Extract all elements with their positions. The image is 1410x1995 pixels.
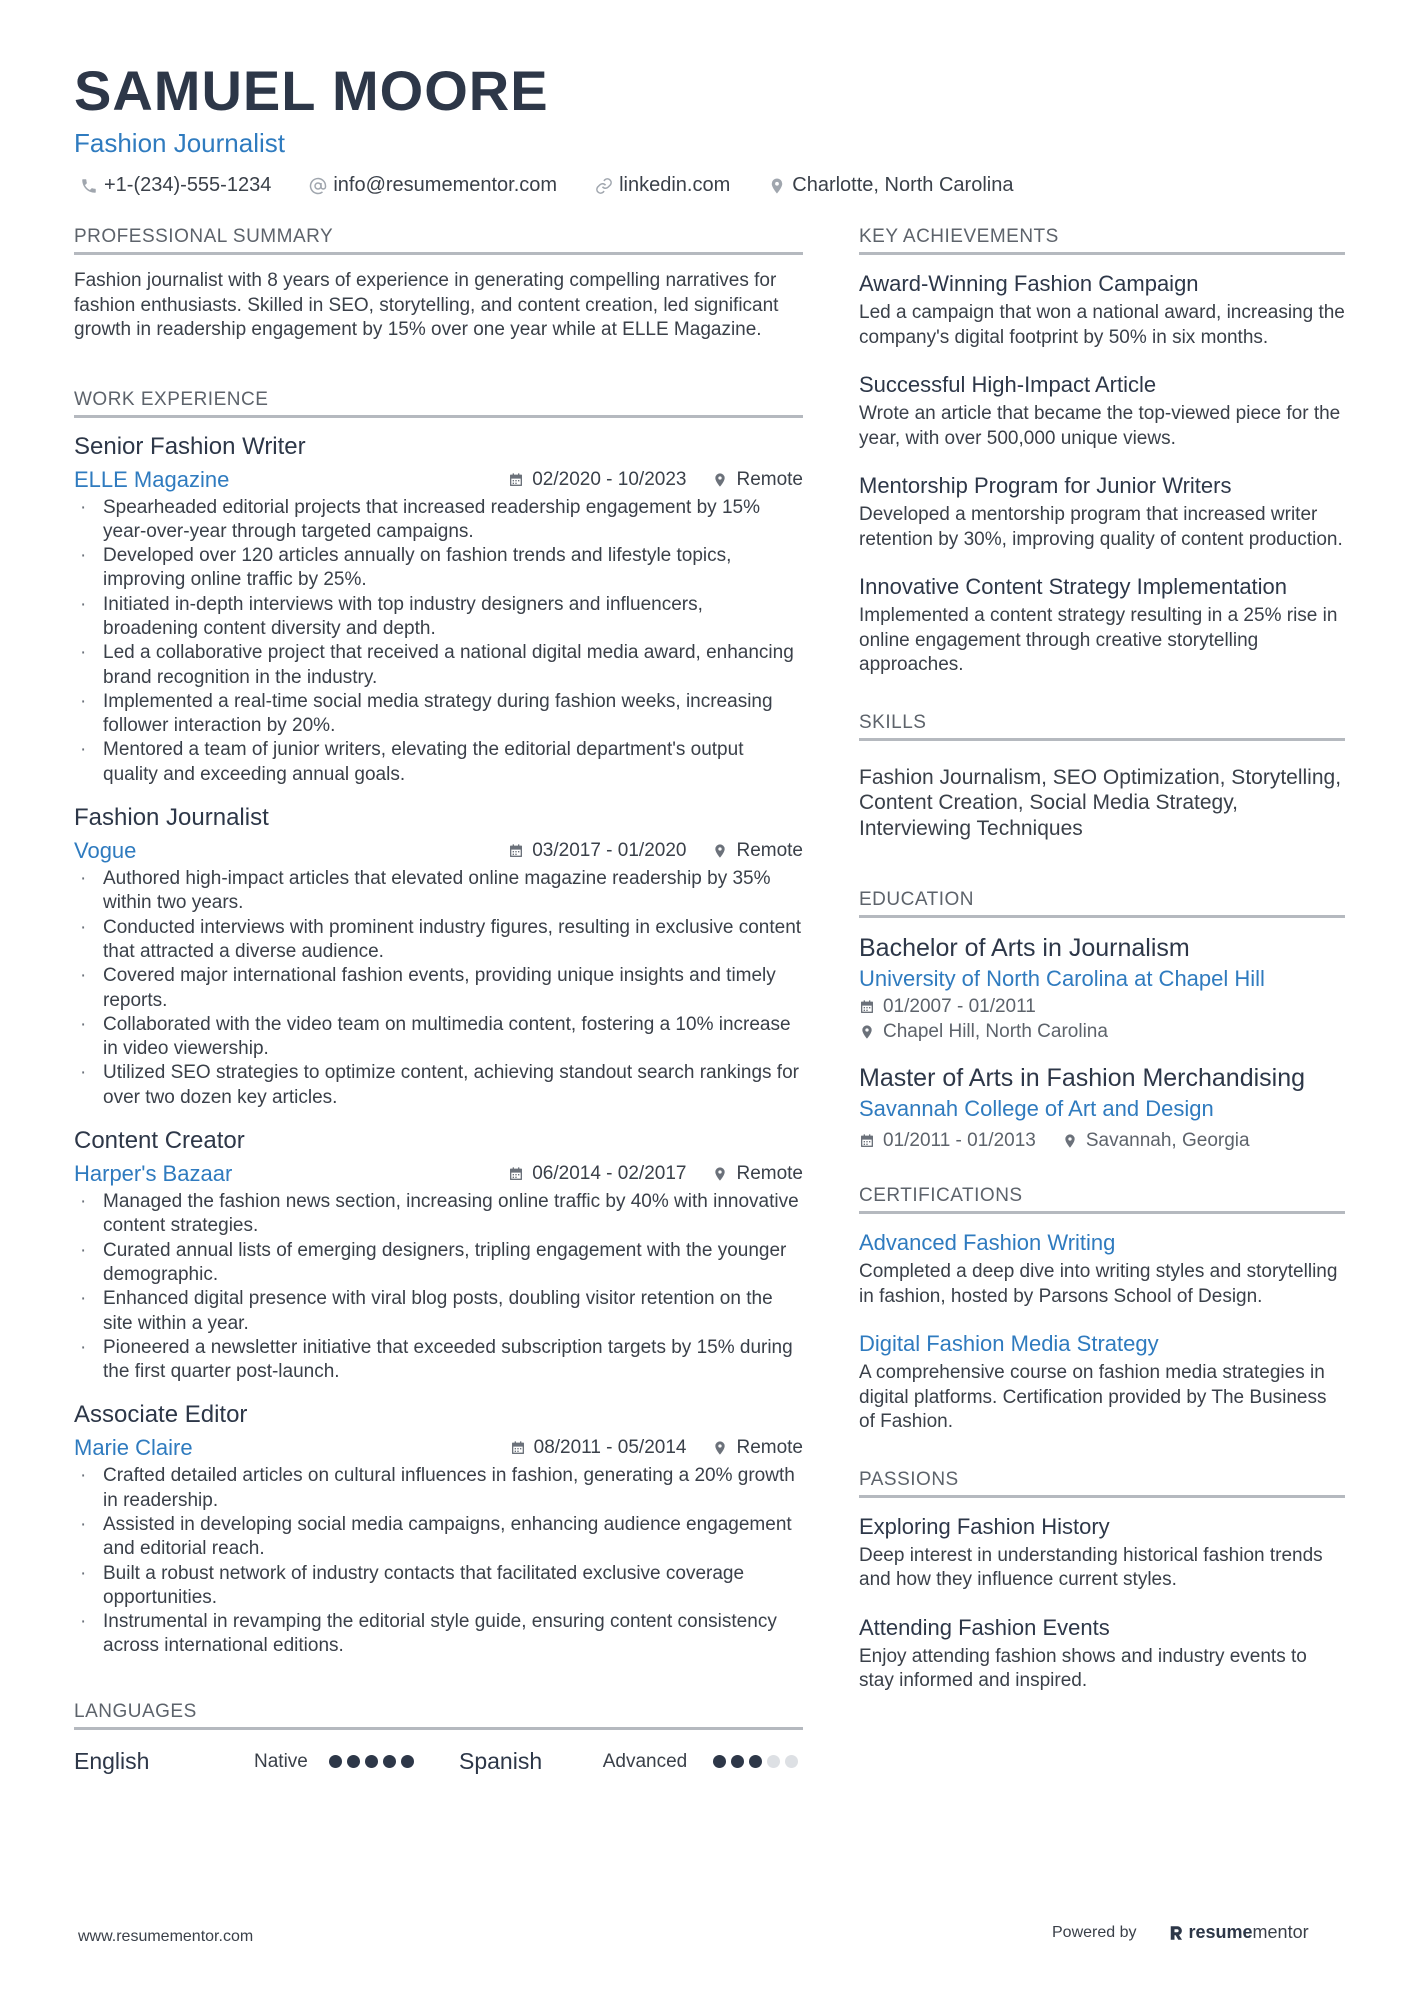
calendar-icon bbox=[508, 843, 524, 859]
job-location-text: Remote bbox=[736, 840, 803, 862]
job-bullets bbox=[74, 1464, 803, 1658]
contact-row bbox=[74, 174, 1344, 197]
phone-text: +1-(234)-555-1234 bbox=[104, 174, 272, 196]
job-dates-text: 06/2014 - 02/2017 bbox=[532, 1163, 687, 1185]
job-location bbox=[712, 1437, 803, 1459]
achievement-item bbox=[859, 269, 1345, 350]
bullet-item: · Developed over 120 articles annually on fashion trends and lifestyle topics, improving online traffic by 25%. bbox=[74, 544, 803, 593]
company-name: Marie Claire bbox=[74, 1435, 193, 1461]
job-dates bbox=[508, 840, 686, 862]
bullet-item: · Led a collaborative project that received a national digital media award, enhancing brand recognition in the industry. bbox=[74, 641, 803, 690]
job-entry bbox=[74, 432, 803, 788]
proficiency-dot bbox=[401, 1755, 414, 1768]
job-subheader bbox=[74, 465, 803, 495]
education-item bbox=[859, 932, 1345, 1044]
job-entry bbox=[74, 1400, 803, 1658]
passion-item bbox=[859, 1613, 1345, 1694]
experience-section bbox=[74, 387, 803, 1659]
job-subheader bbox=[74, 1433, 803, 1463]
location-pin-icon bbox=[1062, 1133, 1078, 1149]
section-title: SKILLS bbox=[859, 710, 1345, 741]
job-dates-text: 08/2011 - 05/2014 bbox=[533, 1437, 687, 1459]
job-bullets bbox=[74, 1190, 803, 1384]
passion-title: Attending Fashion Events bbox=[859, 1614, 1110, 1640]
job-meta bbox=[482, 840, 803, 862]
achievement-text: Wrote an article that became the top-viewed piece for the year, with over 500,000 unique views. bbox=[859, 403, 1341, 449]
candidate-name: SAMUEL MOORE bbox=[74, 59, 549, 122]
candidate-role: Fashion Journalist bbox=[74, 128, 285, 158]
contact-linkedin[interactable] bbox=[595, 174, 730, 197]
job-location bbox=[712, 840, 803, 862]
proficiency-dot bbox=[749, 1755, 762, 1768]
job-location-text: Remote bbox=[736, 1437, 803, 1459]
brand-bold: resume bbox=[1188, 1922, 1253, 1942]
education-dates bbox=[859, 994, 1345, 1019]
certifications-section bbox=[859, 1183, 1345, 1435]
job-title: Fashion Journalist bbox=[74, 804, 269, 832]
summary-text: Fashion journalist with 8 years of experience in generating compelling narratives for fashion enthusiasts. Skilled in SEO, storytelling, and content creation, led significant growth in readership engagement by 15% over one year while at ELLE Magazine. bbox=[74, 270, 779, 340]
certification-title: Advanced Fashion Writing bbox=[859, 1230, 1116, 1255]
bullet-item: · Mentored a team of junior writers, elevating the editorial department's output quality and exceeding annual goals. bbox=[74, 738, 803, 787]
achievement-title: Innovative Content Strategy Implementation bbox=[859, 574, 1288, 599]
job-dates-text: 02/2020 - 10/2023 bbox=[532, 468, 687, 490]
achievements-section bbox=[859, 224, 1345, 678]
achievement-title: Mentorship Program for Junior Writers bbox=[859, 473, 1232, 498]
proficiency-dot bbox=[347, 1755, 360, 1768]
job-meta bbox=[482, 469, 803, 491]
achievement-text: Led a campaign that won a national award, increasing the company's digital footprint by 50% in six months. bbox=[859, 302, 1345, 348]
bullet-item: · Pioneered a newsletter initiative that exceeded subscription targets by 15% during the first quarter post-launch. bbox=[74, 1336, 803, 1385]
job-location bbox=[712, 1163, 803, 1185]
certification-item bbox=[859, 1329, 1345, 1435]
proficiency-dot bbox=[329, 1755, 342, 1768]
bullet-item: · Covered major international fashion events, providing unique insights and timely reports. bbox=[74, 964, 803, 1013]
proficiency-dots bbox=[713, 1755, 803, 1768]
link-icon bbox=[595, 177, 613, 195]
calendar-icon bbox=[510, 1440, 526, 1456]
location-pin-icon bbox=[712, 843, 728, 859]
bullet-item: · Spearheaded editorial projects that increased readership engagement by 15% year-over-year through targeted campaigns. bbox=[74, 496, 803, 545]
linkedin-text: linkedin.com bbox=[619, 174, 731, 196]
passions-section bbox=[859, 1467, 1345, 1694]
location-text: Charlotte, North Carolina bbox=[792, 174, 1014, 196]
calendar-icon bbox=[859, 999, 875, 1015]
achievement-item bbox=[859, 471, 1345, 552]
passion-text: Enjoy attending fashion shows and industry events to stay informed and inspired. bbox=[859, 1645, 1307, 1691]
job-entry bbox=[74, 803, 803, 1110]
achievement-text: Developed a mentorship program that increased writer retention by 30%, improving quality of content production. bbox=[859, 504, 1343, 550]
language-item bbox=[459, 1748, 803, 1775]
bullet-item: · Utilized SEO strategies to optimize content, achieving standout search rankings for over two dozen key articles. bbox=[74, 1061, 803, 1110]
proficiency-dots bbox=[329, 1755, 419, 1768]
left-column bbox=[74, 224, 803, 1830]
job-bullets bbox=[74, 867, 803, 1110]
bullet-item: · Enhanced digital presence with viral blog posts, doubling visitor retention on the site within a year. bbox=[74, 1287, 803, 1336]
language-level: Native bbox=[254, 1750, 308, 1772]
certification-text: A comprehensive course on fashion media strategies in digital platforms. Certification provided by The Business of Fashion. bbox=[859, 1362, 1327, 1432]
achievement-list bbox=[859, 269, 1345, 678]
calendar-icon bbox=[859, 1133, 875, 1149]
contact-phone bbox=[80, 174, 271, 197]
job-dates bbox=[510, 1437, 687, 1459]
passion-title: Exploring Fashion History bbox=[859, 1513, 1110, 1539]
location-pin-icon bbox=[859, 1024, 875, 1040]
job-location bbox=[712, 469, 803, 491]
contact-location bbox=[768, 174, 1013, 197]
bullet-item: · Conducted interviews with prominent industry figures, resulting in exclusive content that attracted a diverse audience. bbox=[74, 916, 803, 965]
calendar-icon bbox=[508, 1166, 524, 1182]
footer-website[interactable]: www.resumementor.com bbox=[78, 1928, 254, 1945]
section-title: EDUCATION bbox=[859, 887, 1345, 918]
job-location-text: Remote bbox=[736, 468, 803, 490]
powered-by-text: Powered by bbox=[1052, 1923, 1137, 1941]
bullet-item: · Initiated in-depth interviews with top industry designers and influencers, broadening content diversity and depth. bbox=[74, 593, 803, 642]
company-name: Vogue bbox=[74, 838, 137, 864]
company-name: ELLE Magazine bbox=[74, 466, 230, 492]
skills-text: Fashion Journalism, SEO Optimization, Storytelling, Content Creation, Social Media Strategy, Interviewing Techniques bbox=[859, 765, 1342, 840]
degree-title: Master of Arts in Fashion Merchandising bbox=[859, 1064, 1306, 1092]
skills-section bbox=[859, 710, 1345, 842]
certification-title: Digital Fashion Media Strategy bbox=[859, 1331, 1159, 1356]
job-title: Senior Fashion Writer bbox=[74, 432, 306, 460]
job-title: Content Creator bbox=[74, 1127, 245, 1155]
degree-title: Bachelor of Arts in Journalism bbox=[859, 934, 1190, 962]
job-location-text: Remote bbox=[736, 1163, 803, 1185]
job-dates bbox=[508, 469, 686, 491]
proficiency-dot bbox=[767, 1755, 780, 1768]
location-pin-icon bbox=[712, 1440, 728, 1456]
certification-text: Completed a deep dive into writing styles and storytelling in fashion, hosted by Parsons School of Design. bbox=[859, 1261, 1338, 1307]
education-location-text: Savannah, Georgia bbox=[1085, 1130, 1250, 1151]
achievement-text: Implemented a content strategy resulting in a 25% rise in online engagement through creative storytelling approaches. bbox=[859, 605, 1338, 675]
bullet-item: · Managed the fashion news section, increasing online traffic by 40% with innovative content strategies. bbox=[74, 1190, 803, 1239]
proficiency-dot bbox=[383, 1755, 396, 1768]
bullet-item: · Implemented a real-time social media strategy during fashion weeks, increasing follower interaction by 20%. bbox=[74, 690, 803, 739]
section-title: WORK EXPERIENCE bbox=[74, 387, 803, 418]
education-location bbox=[859, 1019, 1345, 1044]
job-subheader bbox=[74, 1159, 803, 1189]
section-title: PASSIONS bbox=[859, 1467, 1345, 1498]
section-title: KEY ACHIEVEMENTS bbox=[859, 224, 1345, 255]
location-pin-icon bbox=[768, 177, 786, 195]
bullet-item: · Built a robust network of industry contacts that facilitated exclusive coverage opportunities. bbox=[74, 1562, 803, 1611]
passion-item bbox=[859, 1512, 1345, 1593]
bullet-item: · Assisted in developing social media campaigns, enhancing audience engagement and editorial reach. bbox=[74, 1513, 803, 1562]
job-meta bbox=[484, 1437, 803, 1459]
job-dates-text: 03/2017 - 01/2020 bbox=[532, 840, 687, 862]
phone-icon bbox=[80, 177, 98, 195]
education-meta bbox=[859, 1128, 1345, 1153]
proficiency-dot bbox=[731, 1755, 744, 1768]
company-name: Harper's Bazaar bbox=[74, 1161, 233, 1187]
achievement-item bbox=[859, 370, 1345, 451]
summary-section bbox=[74, 224, 803, 343]
job-entry bbox=[74, 1126, 803, 1384]
passion-list bbox=[859, 1512, 1345, 1694]
right-column bbox=[859, 224, 1345, 1742]
education-section bbox=[859, 887, 1345, 1153]
language-list bbox=[74, 1742, 803, 1782]
certification-list bbox=[859, 1228, 1345, 1435]
language-name: English bbox=[74, 1748, 150, 1775]
bullet-item: · Instrumental in revamping the editorial style guide, ensuring content consistency across international editions. bbox=[74, 1610, 803, 1659]
job-list bbox=[74, 432, 803, 1659]
job-subheader bbox=[74, 836, 803, 866]
job-bullets bbox=[74, 496, 803, 788]
job-dates bbox=[508, 1163, 686, 1185]
contact-email[interactable] bbox=[309, 174, 557, 197]
location-pin-icon bbox=[712, 472, 728, 488]
language-item bbox=[74, 1748, 459, 1775]
resume-header bbox=[74, 58, 1344, 197]
achievement-title: Award-Winning Fashion Campaign bbox=[859, 271, 1199, 296]
education-dates-text: 01/2011 - 01/2013 bbox=[883, 1130, 1036, 1151]
at-icon bbox=[309, 177, 327, 195]
languages-section bbox=[74, 1699, 803, 1782]
school-name: University of North Carolina at Chapel Hill bbox=[859, 966, 1265, 991]
bullet-item: · Curated annual lists of emerging designers, tripling engagement with the younger demographic. bbox=[74, 1239, 803, 1288]
school-name: Savannah College of Art and Design bbox=[859, 1096, 1214, 1121]
proficiency-dot bbox=[365, 1755, 378, 1768]
education-location-wrap bbox=[1062, 1128, 1250, 1153]
bullet-item: · Authored high-impact articles that elevated online magazine readership by 35% within two years. bbox=[74, 867, 803, 916]
certification-item bbox=[859, 1228, 1345, 1309]
section-title: PROFESSIONAL SUMMARY bbox=[74, 224, 803, 255]
language-name: Spanish bbox=[459, 1748, 543, 1775]
passion-text: Deep interest in understanding historical fashion trends and how they influence current styles. bbox=[859, 1544, 1323, 1590]
section-title: LANGUAGES bbox=[74, 1699, 803, 1730]
job-title: Associate Editor bbox=[74, 1401, 248, 1429]
location-pin-icon bbox=[712, 1166, 728, 1182]
section-title: CERTIFICATIONS bbox=[859, 1183, 1345, 1214]
bullet-item: · Collaborated with the video team on multimedia content, fostering a 10% increase in video viewership. bbox=[74, 1013, 803, 1062]
bullet-item: · Crafted detailed articles on cultural influences in fashion, generating a 20% growth in readership. bbox=[74, 1464, 803, 1513]
job-meta bbox=[482, 1163, 803, 1185]
education-location-text: Chapel Hill, North Carolina bbox=[883, 1021, 1108, 1042]
proficiency-dot bbox=[713, 1755, 726, 1768]
calendar-icon bbox=[508, 472, 524, 488]
language-level: Advanced bbox=[602, 1750, 688, 1772]
education-list bbox=[859, 932, 1345, 1153]
education-dates-text: 01/2007 - 01/2011 bbox=[883, 996, 1036, 1017]
achievement-title: Successful High-Impact Article bbox=[859, 372, 1157, 397]
proficiency-dot bbox=[785, 1755, 798, 1768]
footer-powered bbox=[1052, 1922, 1309, 1943]
achievement-item bbox=[859, 572, 1345, 678]
brand-rest: mentor bbox=[1252, 1922, 1309, 1942]
email-text: info@resumementor.com bbox=[333, 174, 558, 196]
brand-r-icon bbox=[1167, 1924, 1185, 1942]
education-item bbox=[859, 1062, 1345, 1153]
brand-logo[interactable] bbox=[1167, 1922, 1309, 1943]
